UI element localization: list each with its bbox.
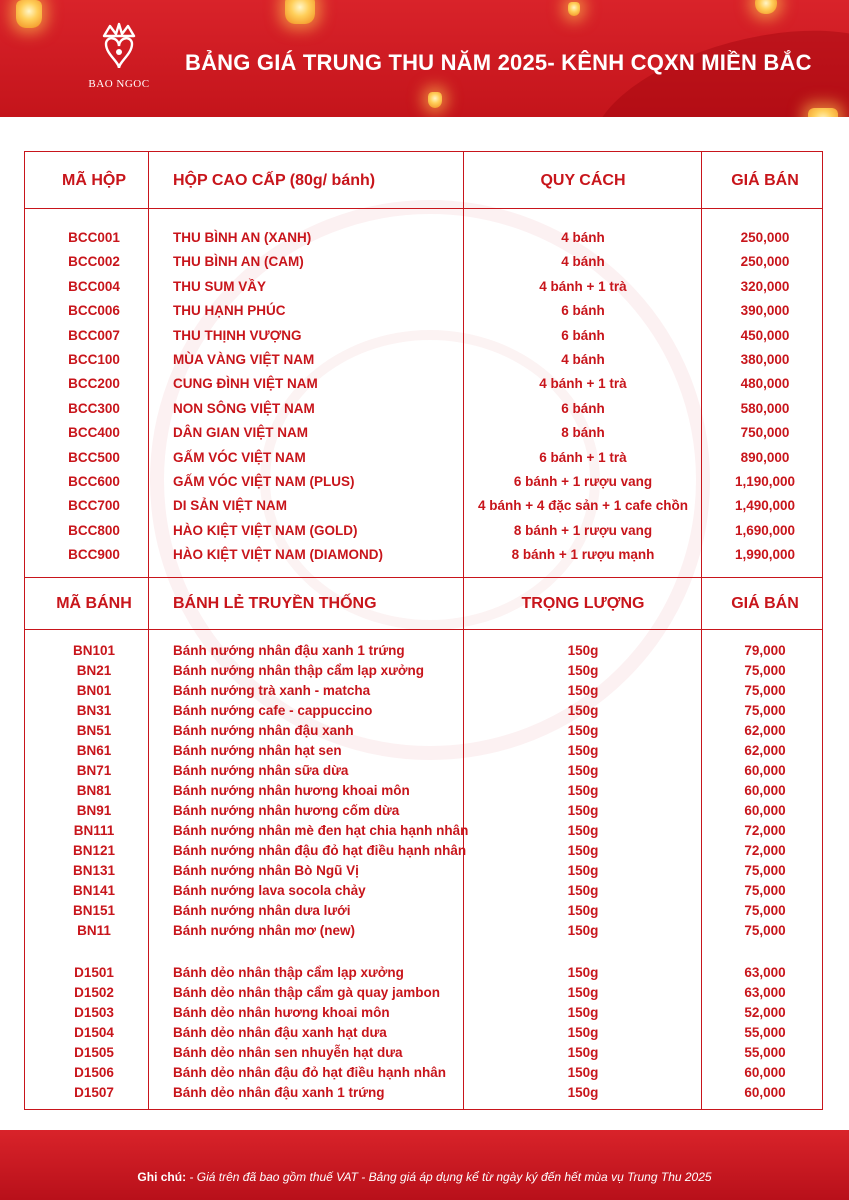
footer-note [0,1170,849,1184]
product-spec: 4 bánh + 4 đặc sản + 1 cafe chồn [477,498,689,514]
product-name: Bánh dẻo nhân thập cẩm lạp xưởng [173,965,404,980]
table-row [25,843,824,863]
product-price: 750,000 [740,425,790,441]
product-code: BN21 [76,663,112,678]
table-row [25,863,824,883]
table-row [25,783,824,803]
header-quy-cach: QUY CÁCH [540,172,626,189]
product-spec: 150g [567,1065,599,1080]
lantern-icon [755,0,777,14]
product-code: BN101 [72,643,116,658]
product-code: D1503 [74,1005,114,1020]
product-spec: 150g [567,803,599,818]
product-name: Bánh nướng nhân thập cẩm lạp xưởng [173,663,425,678]
table-row [25,254,824,274]
product-spec: 150g [567,783,599,798]
product-price: 1,690,000 [734,522,796,538]
product-code: D1507 [74,1085,114,1100]
product-code: BN71 [76,763,112,778]
header-ma-banh: MÃ BÁNH [56,595,132,612]
product-code: D1501 [74,965,114,980]
product-code: BN11 [77,923,111,938]
table-row [25,474,824,494]
table-row [25,965,824,985]
product-name: NON SÔNG VIỆT NAM [173,400,315,416]
product-code: BN81 [76,783,112,798]
product-spec: 150g [567,923,599,938]
product-code: BCC100 [68,352,120,367]
header-hop-cao-cap: HỘP CAO CẤP (80g/ bánh) [173,172,376,189]
product-name: Bánh dẻo nhân đậu đỏ hạt điều hạnh nhân [173,1065,446,1080]
table-row [25,1045,824,1065]
header-banner [0,0,849,117]
product-name: MÙA VÀNG VIỆT NAM [173,352,315,367]
product-spec: 150g [567,723,599,738]
product-spec: 150g [567,903,599,918]
product-code: BCC400 [68,425,120,441]
product-spec: 8 bánh + 1 rượu vang [513,522,653,538]
product-code: BCC600 [68,474,120,489]
product-code: D1502 [74,985,114,1000]
product-price: 63,000 [744,985,786,1000]
product-code: BN61 [76,743,112,758]
product-spec: 6 bánh [561,400,605,416]
product-code: BN141 [72,883,116,898]
product-name: Bánh dẻo nhân đậu xanh 1 trứng [173,1085,385,1100]
product-price: 60,000 [744,783,786,798]
table-row [25,279,824,299]
product-spec: 8 bánh + 1 rượu mạnh [511,547,655,563]
table-row [25,903,824,923]
product-code: BCC200 [68,376,120,392]
lantern-icon [428,92,442,108]
table-row [25,743,824,763]
product-spec: 6 bánh [561,327,605,343]
product-price: 60,000 [744,1085,786,1100]
table-row [25,303,824,323]
product-price: 450,000 [740,327,790,343]
product-name: THU BÌNH AN (CAM) [173,254,304,270]
lantern-icon [285,0,315,24]
note-text: - Giá trên đã bao gồm thuế VAT - Bảng giá áp dụng kể từ ngày ký đến hết mùa vụ Trung Thu 2025 [186,1170,712,1184]
product-price: 890,000 [740,449,790,465]
product-code: BN01 [76,683,112,698]
product-name: Bánh nướng nhân mơ (new) [173,923,355,938]
product-name: CUNG ĐÌNH VIỆT NAM [173,376,318,392]
product-name: THU THỊNH VƯỢNG [173,327,302,343]
product-price: 62,000 [744,723,786,738]
table-row [25,643,824,663]
table-row [25,803,824,823]
product-price: 380,000 [740,352,790,367]
table-row [25,723,824,743]
row-divider [25,577,822,578]
product-spec: 150g [567,823,599,838]
table-row [25,523,824,543]
product-spec: 150g [567,643,599,658]
product-price: 1,990,000 [734,547,796,563]
product-price: 72,000 [744,843,786,858]
product-spec: 150g [567,1085,599,1100]
product-name: THU HẠNH PHÚC [173,303,286,319]
product-code: D1504 [74,1025,114,1040]
table-row [25,1065,824,1085]
brand-name: BAO NGOC [88,78,150,90]
product-price: 62,000 [744,743,786,758]
table-row [25,663,824,683]
product-price: 52,000 [744,1005,786,1020]
header-ma-hop: MÃ HỘP [62,172,126,189]
table-row [25,923,824,943]
product-price: 60,000 [744,763,786,778]
header-trong-luong: TRỌNG LƯỢNG [521,595,645,612]
table-row [25,823,824,843]
product-name: Bánh nướng nhân đậu xanh 1 trứng [173,643,405,658]
product-name: Bánh nướng nhân hương cốm dừa [173,803,400,818]
product-price: 75,000 [744,703,786,718]
lantern-icon [568,2,580,16]
product-spec: 6 bánh [561,303,605,319]
product-name: Bánh dẻo nhân thập cẩm gà quay jambon [173,985,441,1000]
product-spec: 150g [567,863,599,878]
table-row [25,450,824,470]
product-name: Bánh nướng nhân Bò Ngũ Vị [173,863,359,878]
product-name: Bánh nướng nhân đậu xanh [173,723,354,738]
product-price: 75,000 [744,663,786,678]
product-price: 1,490,000 [734,498,796,514]
product-name: THU BÌNH AN (XANH) [173,230,312,245]
table-row [25,763,824,783]
table-row [25,230,824,250]
product-spec: 4 bánh [561,230,605,245]
product-name: Bánh nướng cafe - cappuccino [173,703,373,718]
product-spec: 150g [567,985,599,1000]
product-spec: 4 bánh + 1 trà [539,278,627,294]
product-price: 250,000 [740,230,790,245]
product-spec: 150g [567,1005,599,1020]
product-spec: 150g [567,883,599,898]
header-banh-le: BÁNH LẺ TRUYỀN THỐNG [173,595,377,612]
product-spec: 150g [567,763,599,778]
page-title: BẢNG GIÁ TRUNG THU NĂM 2025- KÊNH CQXN MIỀN BẮC [185,50,812,75]
product-code: BN121 [72,843,116,858]
product-name: Bánh nướng nhân hạt sen [173,743,342,758]
product-price: 390,000 [740,303,790,319]
product-code: BCC700 [68,498,120,514]
product-name: HÀO KIỆT VIỆT NAM (DIAMOND) [173,547,383,563]
table-row [25,425,824,445]
product-name: Bánh nướng nhân sữa dừa [173,763,349,778]
product-spec: 8 bánh [561,425,605,441]
table-row [25,883,824,903]
product-price: 72,000 [744,823,786,838]
product-name: Bánh nướng trà xanh - matcha [173,683,371,698]
table-row [25,985,824,1005]
product-spec: 150g [567,683,599,698]
product-spec: 4 bánh + 1 trà [539,376,627,392]
brand-logo [84,22,154,98]
product-spec: 6 bánh + 1 trà [539,449,627,465]
row-divider [25,629,822,630]
product-price: 75,000 [744,923,786,938]
product-code: BCC300 [68,400,120,416]
product-spec: 150g [567,703,599,718]
table-row [25,401,824,421]
product-spec: 150g [567,1025,599,1040]
product-spec: 4 bánh [561,254,605,270]
product-code: BN111 [73,823,115,838]
table-row [25,547,824,567]
product-name: THU SUM VẦY [173,278,267,294]
product-name: Bánh dẻo nhân sen nhuyễn hạt dưa [173,1045,403,1060]
product-price: 480,000 [740,376,790,392]
product-price: 75,000 [744,863,786,878]
product-price: 55,000 [744,1045,786,1060]
note-label: Ghi chú: [137,1170,187,1184]
product-price: 63,000 [744,965,786,980]
product-spec: 150g [567,663,599,678]
product-spec: 150g [567,743,599,758]
row-divider [25,208,822,209]
product-code: BN51 [76,723,112,738]
price-table [24,151,823,1110]
product-name: Bánh nướng nhân mè đen hạt chia hạnh nhân [173,823,469,838]
product-name: GẤM VÓC VIỆT NAM (PLUS) [173,474,355,489]
product-code: BN91 [76,803,112,818]
header-gia-ban: GIÁ BÁN [731,172,799,189]
footer-banner [0,1130,849,1200]
product-spec: 150g [567,1045,599,1060]
table-row [25,1025,824,1045]
product-name: Bánh dẻo nhân đậu xanh hạt dưa [173,1025,387,1040]
product-code: BN131 [72,863,116,878]
product-code: BN151 [72,903,116,918]
product-name: Bánh dẻo nhân hương khoai môn [173,1005,390,1020]
table-row [25,376,824,396]
product-code: BCC800 [68,522,120,538]
product-price: 250,000 [740,254,790,270]
product-spec: 150g [567,965,599,980]
product-code: BCC500 [68,449,120,465]
header-gia-ban-2: GIÁ BÁN [731,595,799,612]
product-name: HÀO KIỆT VIỆT NAM (GOLD) [173,522,358,538]
product-name: Bánh nướng nhân đậu đỏ hạt điều hạnh nhân [173,843,467,858]
product-spec: 150g [567,843,599,858]
product-price: 75,000 [744,883,786,898]
product-spec: 4 bánh [561,352,605,367]
lantern-icon [16,0,42,28]
product-price: 79,000 [744,643,786,658]
product-code: D1506 [74,1065,114,1080]
crown-icon [100,22,138,72]
product-code: BCC900 [68,547,120,563]
product-name: GẤM VÓC VIỆT NAM [173,449,306,465]
product-price: 75,000 [744,683,786,698]
table-row [25,1005,824,1025]
product-code: BCC006 [68,303,120,319]
product-spec: 6 bánh + 1 rượu vang [513,474,653,489]
table-row [25,1085,824,1105]
product-name: DÂN GIAN VIỆT NAM [173,425,308,441]
product-price: 60,000 [744,803,786,818]
product-price: 55,000 [744,1025,786,1040]
product-name: Bánh nướng nhân dưa lưới [173,903,351,918]
product-name: DI SẢN VIỆT NAM [173,498,288,514]
product-price: 320,000 [740,278,790,294]
table-row [25,328,824,348]
product-price: 75,000 [744,903,786,918]
product-code: BCC004 [68,278,120,294]
table-row [25,703,824,723]
table-row [25,683,824,703]
table-row [25,498,824,518]
product-code: BN31 [76,703,112,718]
product-price: 60,000 [744,1065,786,1080]
product-name: Bánh nướng nhân hương khoai môn [173,783,410,798]
product-code: BCC007 [68,327,120,343]
product-code: BCC002 [68,254,120,270]
product-name: Bánh nướng lava socola chảy [173,883,366,898]
lantern-icon [808,108,838,117]
product-price: 580,000 [740,400,790,416]
table-row [25,352,824,372]
product-code: D1505 [74,1045,114,1060]
product-code: BCC001 [68,230,120,245]
product-price: 1,190,000 [734,474,796,489]
